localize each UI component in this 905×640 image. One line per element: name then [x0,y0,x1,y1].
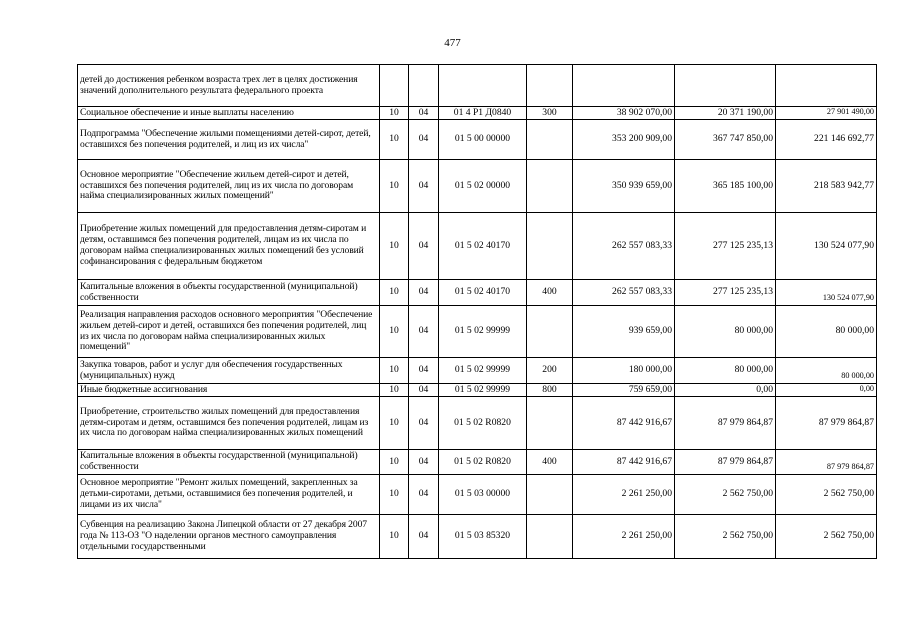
cell-amount-2: 87 979 864,87 [675,397,776,450]
cell-description: Приобретение жилых помещений для предоставления детям-сиротам и детям, оставшимся без попечения родителей, лицам из их числа по договорам найма специализированных жилых помещений без условий софинансирования с федеральным бюджетом [78,213,380,280]
table-row [78,358,877,384]
cell-target-code [439,65,527,107]
table-row [78,160,877,213]
cell-amount-1: 939 659,00 [573,306,675,358]
cell-amount-1: 350 939 659,00 [573,160,675,213]
cell-subsection: 04 [409,450,439,475]
cell-amount-1: 262 557 083,33 [573,213,675,280]
cell-amount-1: 353 200 909,00 [573,120,675,160]
cell-expense-type [527,213,573,280]
cell-target-code: 01 5 02 99999 [439,306,527,358]
cell-amount-2: 0,00 [675,384,776,397]
cell-section: 10 [380,120,409,160]
cell-amount-3: 27 901 490,00 [776,107,877,120]
cell-expense-type [527,475,573,515]
cell-description: Капитальные вложения в объекты государственной (муниципальной) собственности [78,280,380,306]
cell-amount-3: 80 000,00 [776,306,877,358]
cell-subsection: 04 [409,306,439,358]
table-row [78,397,877,450]
cell-subsection: 04 [409,160,439,213]
table-row [78,120,877,160]
cell-section: 10 [380,306,409,358]
cell-expense-type: 300 [527,107,573,120]
cell-subsection: 04 [409,213,439,280]
table-row [78,515,877,559]
cell-description: Реализация направления расходов основного мероприятия "Обеспечение жильем детей-сирот и детей, оставшихся без попечения родителей, лиц из их числа по договорам найма специализированных жилых помещений" [78,306,380,358]
cell-amount-2: 2 562 750,00 [675,515,776,559]
cell-target-code: 01 5 03 85320 [439,515,527,559]
table-row [78,280,877,306]
budget-table [77,64,877,559]
cell-subsection [409,65,439,107]
table-row [78,65,877,107]
cell-section: 10 [380,384,409,397]
cell-amount-1: 38 902 070,00 [573,107,675,120]
cell-subsection: 04 [409,280,439,306]
cell-amount-3: 80 000,00 [776,358,877,384]
cell-subsection: 04 [409,107,439,120]
cell-amount-2 [675,65,776,107]
cell-amount-1: 180 000,00 [573,358,675,384]
cell-description: Приобретение, строительство жилых помещений для предоставления детям-сиротам и детям, оставшимся без попечения родителей, лицам из их числа по договорам найма специализированных жилых помещений [78,397,380,450]
cell-section: 10 [380,160,409,213]
cell-section: 10 [380,213,409,280]
cell-expense-type: 200 [527,358,573,384]
cell-amount-3: 218 583 942,77 [776,160,877,213]
cell-subsection: 04 [409,397,439,450]
page-number: 477 [444,37,461,49]
cell-description: Закупка товаров, работ и услуг для обеспечения государственных (муниципальных) нужд [78,358,380,384]
cell-amount-3: 87 979 864,87 [776,397,877,450]
cell-amount-2: 80 000,00 [675,306,776,358]
cell-section: 10 [380,280,409,306]
cell-target-code: 01 5 00 00000 [439,120,527,160]
cell-amount-2: 80 000,00 [675,358,776,384]
cell-amount-2: 277 125 235,13 [675,280,776,306]
cell-amount-3: 130 524 077,90 [776,213,877,280]
cell-expense-type [527,160,573,213]
table-row [78,475,877,515]
cell-amount-2: 20 371 190,00 [675,107,776,120]
cell-amount-1: 262 557 083,33 [573,280,675,306]
cell-amount-3: 0,00 [776,384,877,397]
cell-target-code: 01 5 02 00000 [439,160,527,213]
cell-section [380,65,409,107]
cell-description: Основное мероприятие "Обеспечение жильем детей-сирот и детей, оставшихся без попечения родителей, лиц из их числа по договорам найма специализированных жилых помещений" [78,160,380,213]
cell-target-code: 01 5 02 99999 [439,358,527,384]
cell-section: 10 [380,358,409,384]
cell-section: 10 [380,397,409,450]
cell-expense-type [527,65,573,107]
cell-target-code: 01 4 P1 Д0840 [439,107,527,120]
cell-description: Основное мероприятие "Ремонт жилых помещений, закрепленных за детьми-сиротами, детьми, оставшимися без попечения родителей, и лицами из их числа" [78,475,380,515]
cell-subsection: 04 [409,358,439,384]
cell-amount-2: 365 185 100,00 [675,160,776,213]
cell-expense-type [527,397,573,450]
cell-amount-3: 130 524 077,90 [776,280,877,306]
cell-description: детей до достижения ребенком возраста трех лет в целях достижения значений дополнительного результата федерального проекта [78,65,380,107]
cell-section: 10 [380,515,409,559]
cell-subsection: 04 [409,384,439,397]
table-row [78,384,877,397]
cell-section: 10 [380,475,409,515]
cell-expense-type: 400 [527,280,573,306]
cell-amount-1: 87 442 916,67 [573,397,675,450]
cell-description: Иные бюджетные ассигнования [78,384,380,397]
cell-amount-2: 367 747 850,00 [675,120,776,160]
cell-section: 10 [380,450,409,475]
cell-amount-3: 2 562 750,00 [776,515,877,559]
cell-description: Социальное обеспечение и иные выплаты населению [78,107,380,120]
cell-amount-3: 221 146 692,77 [776,120,877,160]
cell-description: Капитальные вложения в объекты государственной (муниципальной) собственности [78,450,380,475]
cell-amount-2: 87 979 864,87 [675,450,776,475]
cell-subsection: 04 [409,475,439,515]
cell-amount-2: 2 562 750,00 [675,475,776,515]
cell-amount-1: 2 261 250,00 [573,515,675,559]
cell-target-code: 01 5 02 R0820 [439,397,527,450]
cell-amount-1 [573,65,675,107]
budget-table-body [78,65,877,559]
cell-description: Субвенция на реализацию Закона Липецкой области от 27 декабря 2007 года № 113-ОЗ "О наделении органов местного самоуправления отдельными государственными [78,515,380,559]
table-row [78,107,877,120]
cell-amount-3: 87 979 864,87 [776,450,877,475]
cell-subsection: 04 [409,120,439,160]
cell-amount-3 [776,65,877,107]
cell-expense-type: 800 [527,384,573,397]
cell-amount-1: 759 659,00 [573,384,675,397]
cell-target-code: 01 5 02 40170 [439,280,527,306]
cell-target-code: 01 5 02 R0820 [439,450,527,475]
cell-amount-1: 2 261 250,00 [573,475,675,515]
table-row [78,450,877,475]
cell-subsection: 04 [409,515,439,559]
table-row [78,306,877,358]
cell-target-code: 01 5 02 40170 [439,213,527,280]
cell-expense-type [527,515,573,559]
cell-amount-1: 87 442 916,67 [573,450,675,475]
cell-expense-type [527,120,573,160]
cell-section: 10 [380,107,409,120]
cell-target-code: 01 5 03 00000 [439,475,527,515]
cell-amount-3: 2 562 750,00 [776,475,877,515]
cell-amount-2: 277 125 235,13 [675,213,776,280]
cell-expense-type [527,306,573,358]
cell-expense-type: 400 [527,450,573,475]
cell-description: Подпрограмма "Обеспечение жилыми помещениями детей-сирот, детей, оставшихся без попечения родителей, и лиц из их числа" [78,120,380,160]
table-row [78,213,877,280]
cell-target-code: 01 5 02 99999 [439,384,527,397]
